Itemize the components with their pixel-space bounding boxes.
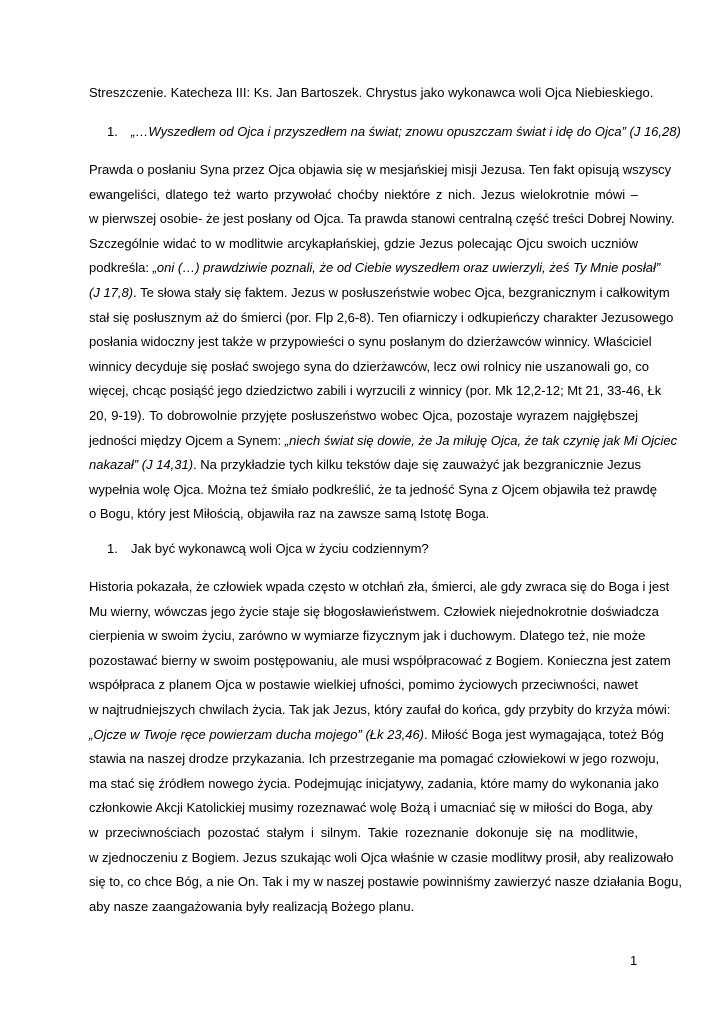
section-heading-2 — [107, 540, 429, 558]
text-line: Szczególnie widać to w modlitwie arcykapłańskiej, gdzie Jezus polecając Ojcu swoich uczniów — [89, 235, 638, 251]
text-line: Mu wierny, wówczas jego życie staje się błogosławieństwem. Człowiek niejednokrotnie doświadcza — [89, 603, 659, 619]
text-line: w pierwszej osobie- że jest posłany od Ojca. Ta prawda stanowi centralną część treści Dobrej Nowiny. — [89, 211, 675, 227]
text-line: członkowie Akcji Katolickiej musimy rozeznawać wolę Bożą i umacniać się w miłości do Boga, aby — [89, 800, 653, 816]
paragraph-1 — [89, 158, 678, 527]
text-line: podkreśla: „oni (…) prawdziwie poznali, że od Ciebie wyszedłem oraz uwierzyli, żeś Ty Mnie posłał” — [89, 260, 661, 276]
text-line: ma stać się źródłem nowego życia. Podejmując inicjatywy, zadania, które mamy do wykonania jako — [89, 775, 659, 791]
section-number-2: 1. — [107, 541, 118, 556]
text-line: „Ojcze w Twoje ręce powierzam ducha mojego” (Łk 23,46). Miłość Boga jest wymagająca, toteż Bóg — [89, 726, 664, 742]
text-line: Prawda o posłaniu Syna przez Ojca objawia się w mesjańskiej misji Jezusa. Ten fakt opisują wszyscy — [89, 162, 672, 177]
text-line: stawia na naszej drodze przykazania. Ich przestrzeganie ma pomagać człowiekowi w jego rozwoju, — [89, 751, 660, 767]
text-line: w najtrudniejszych chwilach życia. Tak jak Jezus, który zaufał do końca, gdy przybity do krzyża mówi: — [89, 701, 671, 717]
text-line: się to, co chce Bóg, a nie On. Tak i my w naszej postawie powinniśmy zawierzyć nasze działania Bogu, — [89, 874, 682, 890]
text-line: współpraca z planem Ojca w postawie wielkiej ufności, pomimo życiowych przeciwności, nawet — [89, 677, 638, 693]
section-heading-1 — [107, 123, 681, 141]
section-heading-2-text: Jak być wykonawcą woli Ojca w życiu codziennym? — [131, 541, 429, 556]
text-line: w przeciwnościach pozostać stałym i silnym. Takie rozeznanie dokonuje się na modlitwie, — [89, 824, 638, 840]
section-heading-1-text: „…Wyszedłem od Ojca i przyszedłem na świat; znowu opuszczam świat i idę do Ojca” (J 16,28) — [131, 124, 681, 139]
text-line: 20, 9-19). To dobrowolnie przyjęte posłuszeństwo wobec Ojca, pozostaje wyrazem najgłębszej — [89, 407, 638, 423]
text-line: winnicy decyduje się posłać swojego syna do dzierżawców, lecz owi rolnicy nie uszanowali go, co — [89, 358, 650, 374]
page-number: 1 — [630, 953, 638, 968]
text-line: w zjednoczeniu z Bogiem. Jezus szukając woli Ojca właśnie w czasie modlitwy prosił, aby realizowało — [89, 849, 674, 865]
section-number-1: 1. — [107, 124, 118, 139]
text-line: więcej, chcąc posiąść jego dziedzictwo zabili i wyrzucili z winnicy (por. Mk 12,2-12; Mt 21, 33-46, Łk — [89, 383, 662, 399]
text-line: (J 17,8). Te słowa stały się faktem. Jezus w posłuszeństwie wobec Ojca, bezgranicznym i całkowitym — [89, 284, 670, 300]
text-line: stał się posłusznym aż do śmierci (por. Flp 2,6-8). Ten ofiarniczy i odkupieńczy charakter Jezusowego — [89, 309, 674, 325]
document-title: Streszczenie. Katecheza III: Ks. Jan Bartoszek. Chrystus jako wykonawca woli Ojca Niebieskiego. — [89, 85, 654, 100]
text-line: wypełnia wolę Ojca. Można też śmiało podkreślić, że ta jedność Syna z Ojcem objawiła też prawdę — [89, 481, 657, 497]
text-line: aby nasze zaangażowania były realizacją Bożego planu. — [89, 898, 415, 914]
text-line: cierpienia w swoim życiu, zarówno w wymiarze fizycznym jak i duchowym. Dlatego też, nie może — [89, 628, 646, 644]
text-line: nakazał” (J 14,31). Na przykładzie tych kilku tekstów daje się zauważyć jak bezgranicznie Jezus — [89, 457, 642, 473]
text-line: Historia pokazała, że człowiek wpada często w otchłań zła, śmierci, ale gdy zwraca się do Boga i jest — [89, 579, 670, 594]
text-line: posłania widoczny jest także w przypowieści o synu posłanym do dzierżawców winnicy. Właściciel — [89, 334, 652, 350]
text-line: jedności między Ojcem a Synem: „niech świat się dowie, że Ja miłuję Ojca, że tak czynię jak Mi Ojciec — [89, 432, 678, 448]
text-line: pozostawać bierny w swoim postępowaniu, ale musi współpracować z Bogiem. Konieczna jest zatem — [89, 652, 671, 668]
text-line: o Bogu, który jest Miłością, objawiła raz na zawsze samą Istotę Boga. — [89, 506, 490, 522]
paragraph-2 — [89, 575, 682, 919]
text-line: ewangeliści, dlatego też warto przywołać choćby niektóre z nich. Jezus wielokrotnie mówi – — [89, 186, 638, 202]
